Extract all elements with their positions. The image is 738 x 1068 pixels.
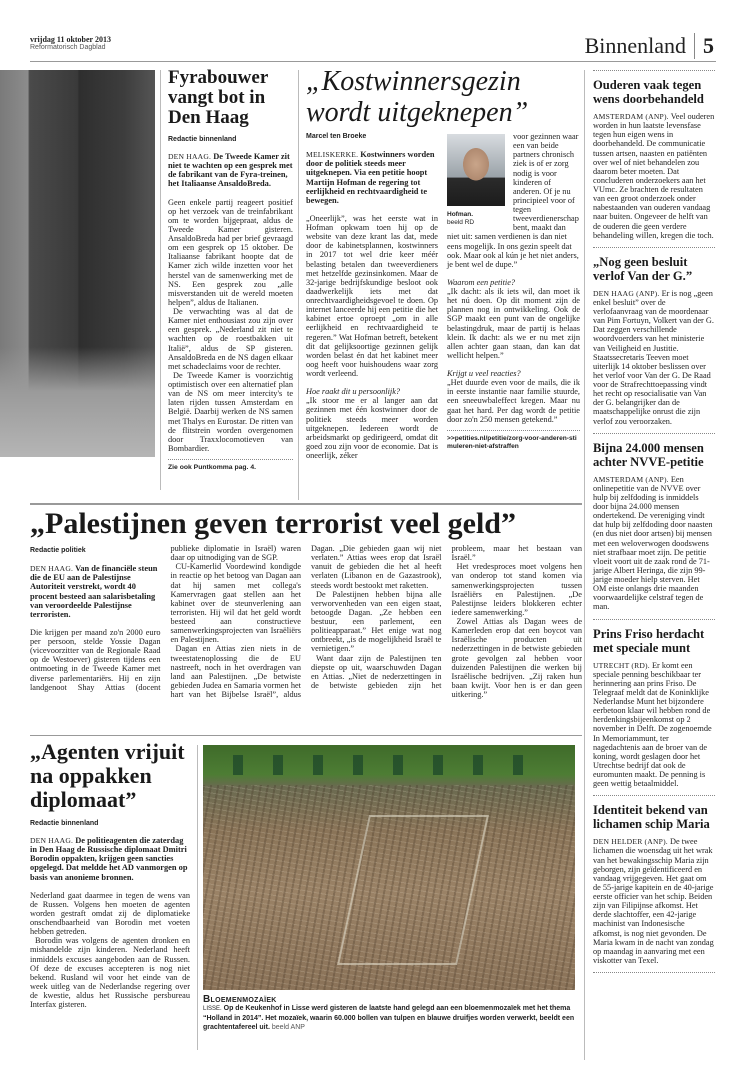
portrait xyxy=(447,134,507,227)
dateline: AMSTERDAM (ANP). xyxy=(593,474,669,484)
hofman-photo xyxy=(447,134,505,206)
paragraph: De verwachting was al dat de Kamer niet enthousiast zou zijn over een gesprek. „Nederland zit niet te wachten op de roestbakken uit Italië”, aldus de SP gisteren. AnsaldoBreda en de NS dagen elkaar met schadeclaims voor de rechter. xyxy=(168,307,293,371)
dateline: DEN HAAG. xyxy=(30,836,74,845)
lead: De politieagenten die zaterdag in Den Haag de Russische diplomaat Dmitri Borodin oppakten, krijgen geen sancties opgelegd. Dat meldde het AD vanmorgen op basis van anonieme bronnen. xyxy=(30,836,188,882)
dateline: MELISKERKE. xyxy=(306,150,359,160)
lead: Kostwinners worden door de politiek steeds meer uitgeknepen. Via een petitie hoopt Martijn Hofman de regering tot eerlijkheid en rechtvaardigheid te bewegen. xyxy=(306,150,435,205)
section-rule xyxy=(30,503,582,505)
column-divider xyxy=(197,745,198,1050)
paragraph: Dagan en Attias zien niets in de tweestatenoplossing die de EU nastreeft, noch in het overdragen van land aan Palestijnen. „De betwiste gebieden Judea en Samaria vormen het hart van het Bijbelse Israël”, aldus Dagan. „Die gebieden gaan wij niet verlaten.” Attias wees erop dat Israël vanuit de gebieden die het al heeft verlaten (Libanon en de Gazastrook), steeds wordt bestookt met raketten. xyxy=(170,544,442,699)
paragraph: „Het duurde even voor de mails, die ik in eerste instantie naar familie stuurde, een sneeuwbaleffect kregen. Maar nu gaat het hard. Per dag wordt de petitie door zo'n 250 mensen getekend.” xyxy=(447,378,580,424)
paragraph: „Ik dacht: als ik iets wil, dan moet ik het nú doen. Op dit moment zijn de plannen nog in ontwikkeling. Ook de SGP maakt een punt van de ongelijke belastingdruk, maar de partij is helaas klein. Ik dacht: als we er nu met zijn allen achter gaan staan, dan kan dat wellicht helpen.” xyxy=(447,287,580,360)
section-name: Binnenland xyxy=(585,33,695,59)
question: Waarom een petitie? xyxy=(447,277,516,287)
corridor-photo xyxy=(0,70,155,457)
paragraph: De Tweede Kamer is voorzichtig optimistisch over een alternatief plan van de NS om meer intercity's te laten rijden tussen Amsterdam en België. Daarbij werken de NS samen met Thalys en Eurostar. De ritten van de flitstrein worden overgenomen door Traxxlocomotieven van Bombardier. xyxy=(168,370,293,453)
column-divider xyxy=(298,70,299,500)
question: Hoe raakt dit u persoonlijk? xyxy=(306,387,401,397)
caption-title: Bloemenmozaïek xyxy=(203,994,277,1005)
paragraph: Het vredesproces moet volgens hen van onderop tot stand komen via samenwerkingsprojecten tussen Israëliërs en Palestijnen. „De Palestijnse leiders blokkeren echter iedere samenwerking.” xyxy=(451,562,582,617)
brief-body: Veel ouderen worden in hun laatste levensfase tegen hun eigen wens in doorbehandeld. De communicatie tussen artsen, naasten en patiënten over wel of niet behandelen zou daarom beter moeten. Dat concluderen onderzoekers aan het VUmc. Ze brachten de resultaten van een groot onderzoek onder nabestaanden van ouderen vandaag naar buiten. Ongeveer de helft van de ouderen die geen verdere behandeling willen, kregen die toch. xyxy=(593,112,715,240)
headline: Fyrabouwer vangt bot in Den Haag xyxy=(168,67,268,128)
byline: Redactie binnenland xyxy=(168,136,237,143)
paragraph: Want daar zijn de Palestijnen ten diepste op uit, waarschuwden Dagan en Attias. „Niet de nederzettingen in de betwiste gebieden zijn het probleem, maar het bestaan van Israël.” xyxy=(311,544,582,690)
paragraph: Die krijgen per maand zo'n 2000 euro per persoon, stelde Yossie Dagan (vicevoorzitter van de Regionale Raad op de Westoever) gisteren tijdens een ontmoeting in de Tweede Kamer met diverse parlementariërs. Hij en zijn landgenoot Shay Attias (docent publieke diplomatie in Israël) waren daar op uitnodiging van de SGP. xyxy=(30,544,301,692)
section-rule xyxy=(30,735,582,736)
paragraph: Nederland gaat daarmee in tegen de wens van de Russen. Volgens hen moeten de agenten worden gestraft omdat zij de diplomatieke onschendbaarheid van Borodin met voeten hebben getreden. xyxy=(30,890,190,937)
dateline: DEN HAAG (ANP). xyxy=(593,288,660,298)
paragraph: Zowel Attias als Dagan wees de Kamerleden erop dat een boycot van Israëlische producten uit nederzettingen in de betwiste gebieden grote gevolgen zal hebben voor duizenden Palestijnen die werken bij Israëlische bedrijven. „Zij raken hun baan kwijt. Voor hen is er dan geen uitkering.” xyxy=(451,617,582,699)
question: Krijgt u veel reacties? xyxy=(447,369,521,378)
photo-caption: Hofman. xyxy=(447,211,473,218)
section-header xyxy=(585,33,714,59)
caption-text: Op de Keukenhof in Lisse werd gisteren de laatste hand gelegd aan een bloemenmozaïek met het thema “Holland in 2014”. Het mozaïek, waarin 60.000 bollen van tulpen en blauwe druifjes worden verwerkt, beeldt een grachtentafereel uit. xyxy=(203,1005,575,1031)
byline: Redactie politiek xyxy=(30,547,86,554)
headline: „Palestijnen geven terrorist veel geld” xyxy=(30,507,516,540)
paragraph: „Ik stoor me er al langer aan dat gezinnen met één kostwinner door de politiek steeds meer worden uitgeknepen. Iedereen wordt de arbeidsmarkt op gedirigeerd, omdat dit goed zou zijn voor de economie. Dat is oneerlijk, zéker xyxy=(306,396,438,460)
article-fyra xyxy=(168,68,293,471)
lead: De Tweede Kamer zit niet te wachten op een gesprek met de fabrikant van de Fyra-treinen, het Italiaanse AnsaldoBreda. xyxy=(168,152,293,189)
column-divider xyxy=(160,70,161,490)
article-kostwinners xyxy=(306,66,580,460)
photo-caption xyxy=(203,995,575,1032)
brief xyxy=(593,78,715,248)
dateline: AMSTERDAM (ANP). xyxy=(593,112,669,121)
dateline: LISSE. xyxy=(203,1006,222,1012)
lead: Van de financiële steun die de EU aan de Palestijnse Autoriteit verstrekt, wordt 40 procent besteed aan salarisbetaling van veroordeelde Palestijnse terroristen. xyxy=(30,564,158,619)
paper-name: Reformatorisch Dagblad xyxy=(30,44,106,51)
brief-title: Prins Friso herdacht met speciale munt xyxy=(593,626,705,655)
dateline: DEN HAAG. xyxy=(30,564,74,574)
cross-reference[interactable]: Zie ook Puntkomma pag. 4. xyxy=(168,464,256,471)
column-divider xyxy=(584,70,585,1060)
brief-body: Er komt een speciale penning beschikbaar ter herinnering aan prins Friso. De Telegraaf meldt dat de Koninklijke Nederlandse Munt het bijzondere eerbetoon klaar wil hebben rond de herdenkingsbijeenkomst op 2 november in Delft. De zogenoemde In Memoriammunt, ter nagedachtenis aan de broer van de koning, wordt geslagen door het Utrechtse bedrijf dat ook de euromunten maakt. De penning is geen wettig betaalmiddel. xyxy=(593,660,712,789)
brief xyxy=(593,255,715,434)
headline: „Agenten vrijuit na oppakken diplomaat” xyxy=(30,739,185,812)
dateline: DEN HAAG. xyxy=(168,152,212,161)
paragraph: „Oneerlijk”, was het eerste wat in Hofman opkwam toen hij op de website van deze krant las dat, mede door de kabinetsplannen, kostwinners in 2017 tot wel drie keer méér belasting betalen dan tweeverdieners met hetzelfde gezinsinkomen. Maar de 32-jarige bedrijfskundige besloot ook daadwerkelijk iets met dat onrechtvaardigheidsgevoel te doen. Op internet lanceerde hij een petitie die het kabinet ertoe oproept „om in alle eerlijkheid en rechtvaardigheid te regeren.” Wat Hofman betreft, betekent dit dat gelijksoortige gezinnen gelijk worden belast én dat het kabinet meer oog heeft voor huishoudens waar zorg wordt verleend. xyxy=(306,213,438,378)
article-agenten xyxy=(30,740,190,1009)
article-palestijnen xyxy=(30,506,582,726)
brief-title: Ouderen vaak tegen wens doorbehandeld xyxy=(593,78,704,106)
brief xyxy=(593,441,715,620)
news-briefs xyxy=(593,70,715,973)
page-number: 5 xyxy=(703,33,714,58)
brief-body: Er is nog „geen enkel besluit” over de verlofaanvraag van de moordenaar van Pim Fortuyn, Volkert van der G. Dat zeggen verschillende woordvoerders van het ministerie van Veiligheid en Justitie. Staatssecretaris Teeven moet uiterlijk 14 oktober beslissen over het verlof voor Van der G. De Raad voor de Strafrechttoepassing vindt het recht op resocialisatie van Van der G. belangrijker dan de maatschappelijke onrust die zijn verlof zou veroorzaken. xyxy=(593,288,714,426)
paragraph: voor gezinnen waar een van beide partners chronisch ziek is of er zorg nodig is voor kinderen of anderen. Of je nu principieel voor of tegen tweeverdienerschap bent, maakt dan niet uit: samen verdienen is dan niet eens mogelijk. In ons gezin speelt dat ook. Maar ook al kún je het niet anders, je bent wel de dupe.” xyxy=(447,132,579,269)
paragraph: Borodin was volgens de agenten dronken en mishandelde zijn kinderen. Nederland heeft inmiddels excuses aangeboden aan de Russen. Of deze de excuses accepteren is nog niet bekend. Rusland wil voor het einde van de week uitleg van de Nederlandse regering over de kwestie, aldus het Russische persbureau Interfax gisteren. xyxy=(30,936,190,1010)
brief-title: Identiteit bekend van lichamen schip Maria xyxy=(593,803,710,832)
paragraph: Geen enkele partij reageert positief op het verzoek van de treinfabrikant om te worden bijgepraat, aldus de Tweede Kamer gisteren. AnsaldoBreda had per brief gevraagd om een gesprek op 15 oktober. De Italiaanse fabrikant hoopte dat de Kamer zich wilde inzetten voor het herstel van de samenwerking met de NS. Een gesprek zou „alle misverstanden uit de wereld moeten helpen”, aldus de Italianen. xyxy=(168,197,293,307)
bloemenmozaiek-photo xyxy=(203,745,575,990)
brief-title: „Nog geen besluit verlof Van der G.” xyxy=(593,254,693,283)
photo-credit: beeld ANP xyxy=(271,1024,305,1031)
brief-body: De twee lichamen die woensdag uit het wrak van het bewakingsschip Maria zijn geborgen, zijn geïdentificeerd en vandaag vrijgegeven. Het gaat om de 55-jarige kapitein en de 40-jarige eerste officier van het schip. Beiden zijn van Filipijnse afkomst. Het derde slachtoffer, een 42-jarige machinist van Indonesische afkomst, is nog niet gevonden. De Maria kwam in de nacht van zondag op maandag in aanvaring met een viskotter van Texel. xyxy=(593,837,714,965)
dateline: DEN HELDER (ANP). xyxy=(593,837,668,847)
photo-credit: beeld RD xyxy=(447,219,475,226)
dateline: UTRECHT (RD). xyxy=(593,660,650,670)
brief-title: Bijna 24.000 mensen achter NVVE-petitie xyxy=(593,440,704,469)
headline: „Kostwinnersgezin wordt uitgeknepen” xyxy=(306,66,529,128)
paragraph: CU-Kamerlid Voordewind kondigde in reactie op het betoog van Dagan aan dat hij samen met collega's Kamervragen gaat stellen aan het kabinet over de steunverlening aan terroristen. Hij wil dat het geld wordt besteed aan constructieve samenwerkingsprojecten van Israëliërs en Palestijnen. xyxy=(170,562,301,645)
brief xyxy=(593,627,715,797)
byline: Redactie binnenland xyxy=(30,820,99,827)
brief-body: Een onlinepetitie van de NVVE over hulp bij zelfdoding is inmiddels door bijna 24.000 mensen ondertekend. De vereniging vindt dat hulp bij zelfdoding door naasten (en dus niet door artsen) bij mensen met een weloverwogen doodswens niet strafbaar moet zijn. De petitie vloeit voort uit de zaak rond de 71-jarige Albert Heringa, die zijn 99-jarige moeder hielp sterven. Het OM eiste onlangs drie maanden voorwaardelijke celstraf tegen de man. xyxy=(593,474,713,612)
paragraph: De Palestijnen hebben bijna alle verworvenheden van een eigen staat, betoogde Dagan. „Ze hebben een bestuur, een parlement, een politieapparaat.” Het enige wat nog ontbreekt, „is de mogelijkheid Israël te vernietigen.” xyxy=(311,589,442,654)
masthead-left xyxy=(30,35,111,51)
brief xyxy=(593,803,715,973)
issue-date: vrijdag 11 oktober 2013 xyxy=(30,35,111,44)
byline: Marcel ten Broeke xyxy=(306,133,367,140)
header-rule xyxy=(30,61,716,62)
petition-link[interactable]: >>petities.nl/petitie/zorg-voor-anderen-stimuleren-niet-afstraffen xyxy=(447,434,577,451)
